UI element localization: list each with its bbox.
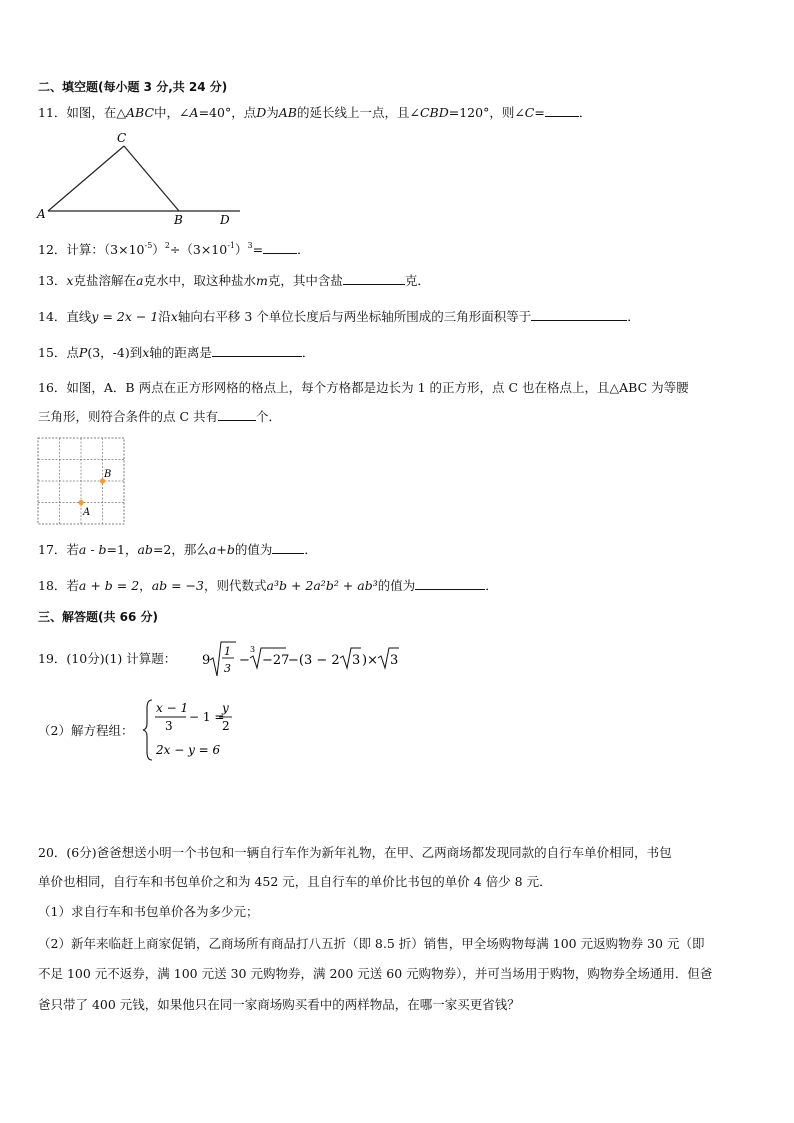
q19-text: （2）解方程组： [38, 723, 134, 738]
eq1-right-denominator: 2 [222, 719, 230, 733]
question-16-line-2 [38, 408, 281, 425]
eq1-denominator: 3 [165, 719, 173, 733]
q11-text: = [534, 105, 545, 120]
q15-coord: (3，-4) [87, 345, 130, 360]
question-score: (6分) [66, 845, 97, 860]
minus-sign: − [239, 653, 250, 668]
paren-expr: −(3 − 2 [288, 653, 340, 668]
question-number: 17． [38, 542, 67, 557]
q12-text: ． [297, 242, 310, 257]
q17-text: =2，那么 [152, 542, 209, 557]
q13-text: 克水中，取这种盐水 [143, 273, 256, 288]
q16-text: 三角形，则符合条件的点 C 共有 [38, 409, 219, 424]
question-score: (10分) [66, 651, 105, 666]
label-b: B [174, 213, 183, 226]
answer-blank [218, 408, 256, 421]
q12-text: ） [235, 242, 248, 257]
answer-blank [343, 272, 405, 285]
triangle-figure [34, 128, 246, 226]
q14-text: ． [627, 309, 640, 324]
q11-text: 如图，在△ [66, 105, 127, 120]
q11-var: ABC [126, 105, 155, 120]
q15-text: ． [301, 345, 315, 360]
question-12 [38, 241, 310, 258]
q17-expr: a+b [208, 542, 235, 557]
question-20-line-1 [38, 845, 672, 861]
q18-condition: a + b = 2 [78, 578, 140, 593]
section-title-fill-in: 二、填空题(每小题 3 分,共 24 分) [38, 80, 228, 94]
q13-var: m [255, 273, 268, 288]
eq1-middle: − 1 = [189, 710, 225, 724]
question-16-line-1 [38, 380, 689, 396]
question-17 [38, 541, 317, 558]
q20-text: 单价也相同，自行车和书包单价之和为 452 元，且自行车的单价比书包的单价 4 倍少 8 元． [38, 874, 552, 889]
q12-text: = [252, 242, 264, 257]
q11-var: AB [278, 105, 297, 120]
point-a [78, 500, 83, 505]
q18-text: ． [485, 578, 498, 593]
answer-blank [545, 104, 579, 117]
answer-blank [212, 344, 302, 357]
question-11 [38, 104, 591, 121]
fraction-numerator: 1 [224, 645, 231, 658]
q11-text: 中，∠ [154, 105, 190, 120]
section-title-solve: 三、解答题(共 66 分) [38, 610, 159, 624]
exponent: 3 [247, 241, 253, 250]
question-15 [38, 344, 314, 361]
question-20-sub-1 [38, 904, 258, 920]
q19-text: (1) 计算题： [104, 651, 177, 666]
q11-var: C [524, 105, 535, 120]
q12-text: ÷（3×10 [169, 242, 228, 257]
label-d: D [220, 213, 230, 226]
q11-text: =120°，则∠ [448, 105, 525, 120]
answer-blank [415, 577, 485, 590]
question-18 [38, 577, 498, 594]
question-number: 11． [38, 105, 67, 120]
coef: 9 [202, 653, 211, 668]
question-number: 12． [38, 242, 67, 257]
q15-var: x [142, 345, 150, 360]
q11-text: 的延长线上一点，且∠ [296, 105, 420, 120]
question-13 [38, 272, 430, 289]
exponent: -5 [144, 241, 153, 250]
answer-blank [263, 241, 297, 254]
q18-condition: ab = −3 [151, 578, 204, 593]
question-number: 19． [38, 651, 67, 666]
sqrt-argument: 3 [352, 653, 361, 668]
q18-expression: a³b + 2a²b² + ab³ [266, 578, 378, 593]
question-number: 16． [38, 380, 67, 395]
question-number: 18． [38, 578, 67, 593]
q13-var: a [135, 273, 144, 288]
q14-equation: y = 2x − 1 [91, 309, 159, 324]
q11-text: 为 [266, 105, 279, 120]
times-sign: )× [362, 653, 378, 668]
q16-text: 个． [256, 409, 282, 424]
exponent: 2 [164, 241, 170, 250]
question-number: 14． [38, 309, 67, 324]
segment-ac [48, 146, 124, 211]
eq2: 2x − y = 6 [156, 743, 221, 757]
q11-text: ． [578, 105, 592, 120]
question-20-sub-2-line-1 [38, 936, 704, 952]
sqrt-sign [210, 642, 236, 676]
q18-text: ， [139, 578, 152, 593]
cube-root-index: 3 [250, 645, 256, 654]
question-20-line-2 [38, 874, 552, 890]
answer-blank [531, 308, 627, 321]
q16-text: 如图，A．B 两点在正方形网格的格点上，每个方格都是边长为 1 的正方形，点 C 也在格点上，且△ABC 为等腰 [66, 380, 689, 395]
q17-text: 若 [66, 542, 79, 557]
grid-lines [38, 438, 124, 524]
q14-var: x [170, 309, 178, 324]
q11-var: A [189, 105, 199, 120]
question-number: 15． [38, 345, 67, 360]
question-number: 20． [38, 845, 67, 860]
label-a: A [83, 507, 91, 518]
q12-text: ） [152, 242, 165, 257]
q20-text: 爸只带了 400 元钱，如果他只在同一家商场购买看中的两样物品，在哪一家买更省钱？ [38, 997, 520, 1012]
q17-text: ． [304, 542, 317, 557]
exponent: -1 [227, 241, 236, 250]
q20-text: 不足 100 元不返券，满 100 元送 30 元购物券，满 200 元送 60 元购物券），并可当场用于购物，购物券全场通用．但爸 [38, 966, 713, 981]
segment-cb [124, 146, 179, 211]
question-14 [38, 308, 640, 325]
q15-text: 轴的距离是 [149, 345, 212, 360]
label-c: C [117, 131, 127, 145]
label-b: B [104, 469, 112, 480]
question-number: 13． [38, 273, 67, 288]
q13-text: 克，其中含盐 [267, 273, 343, 288]
q15-var: P [78, 345, 88, 360]
square-grid-figure [37, 437, 127, 527]
q14-text: 轴向右平移 3 个单位长度后与两坐标轴所围成的三角形面积等于 [177, 309, 532, 324]
answer-blank [272, 541, 304, 554]
eq1-right-numerator: y [222, 701, 229, 715]
q20-text: （2）新年来临赶上商家促销，乙商场所有商品打八五折（即 8.5 折）销售，甲全场购物每满 100 元返购物券 30 元（即 [38, 936, 705, 951]
sqrt-argument: 3 [390, 653, 399, 668]
q17-expr: a - b [78, 542, 107, 557]
q18-text: 若 [66, 578, 79, 593]
q11-text: =40°，点 [198, 105, 257, 120]
q18-text: ，则代数式 [204, 578, 267, 593]
q17-text: 的值为 [234, 542, 273, 557]
q17-expr: ab [137, 542, 153, 557]
q17-text: =1， [106, 542, 138, 557]
q15-text: 到 [129, 345, 143, 360]
q20-text: 爸爸想送小明一个书包和一辆自行车作为新年礼物，在甲、乙两商场都发现同款的自行车单价相同，书包 [96, 845, 672, 860]
q18-text: 的值为 [377, 578, 416, 593]
q11-var: D [256, 105, 267, 120]
label-a: A [37, 207, 46, 221]
fraction-denominator: 3 [224, 662, 231, 675]
cube-root-argument: −27 [262, 653, 290, 668]
q13-text: 克． [404, 273, 430, 288]
q13-var: x [66, 273, 74, 288]
q11-var: CBD [419, 105, 449, 120]
q14-text: 沿 [158, 309, 171, 324]
question-19-part-1 [38, 651, 176, 667]
question-20-sub-2-line-2 [38, 966, 712, 982]
q19-expression [200, 636, 400, 682]
q20-text: （1）求自行车和书包单价各为多少元； [38, 904, 259, 919]
question-20-sub-2-line-3 [38, 997, 520, 1013]
equation-system [142, 696, 262, 764]
question-19-part-2 [38, 723, 133, 739]
left-brace [143, 700, 152, 760]
q13-text: 克盐溶解在 [73, 273, 136, 288]
q14-text: 直线 [66, 309, 92, 324]
q15-text: 点 [66, 345, 79, 360]
eq1-numerator: x − 1 [156, 701, 189, 715]
q12-text: 计算：（3×10 [66, 242, 145, 257]
